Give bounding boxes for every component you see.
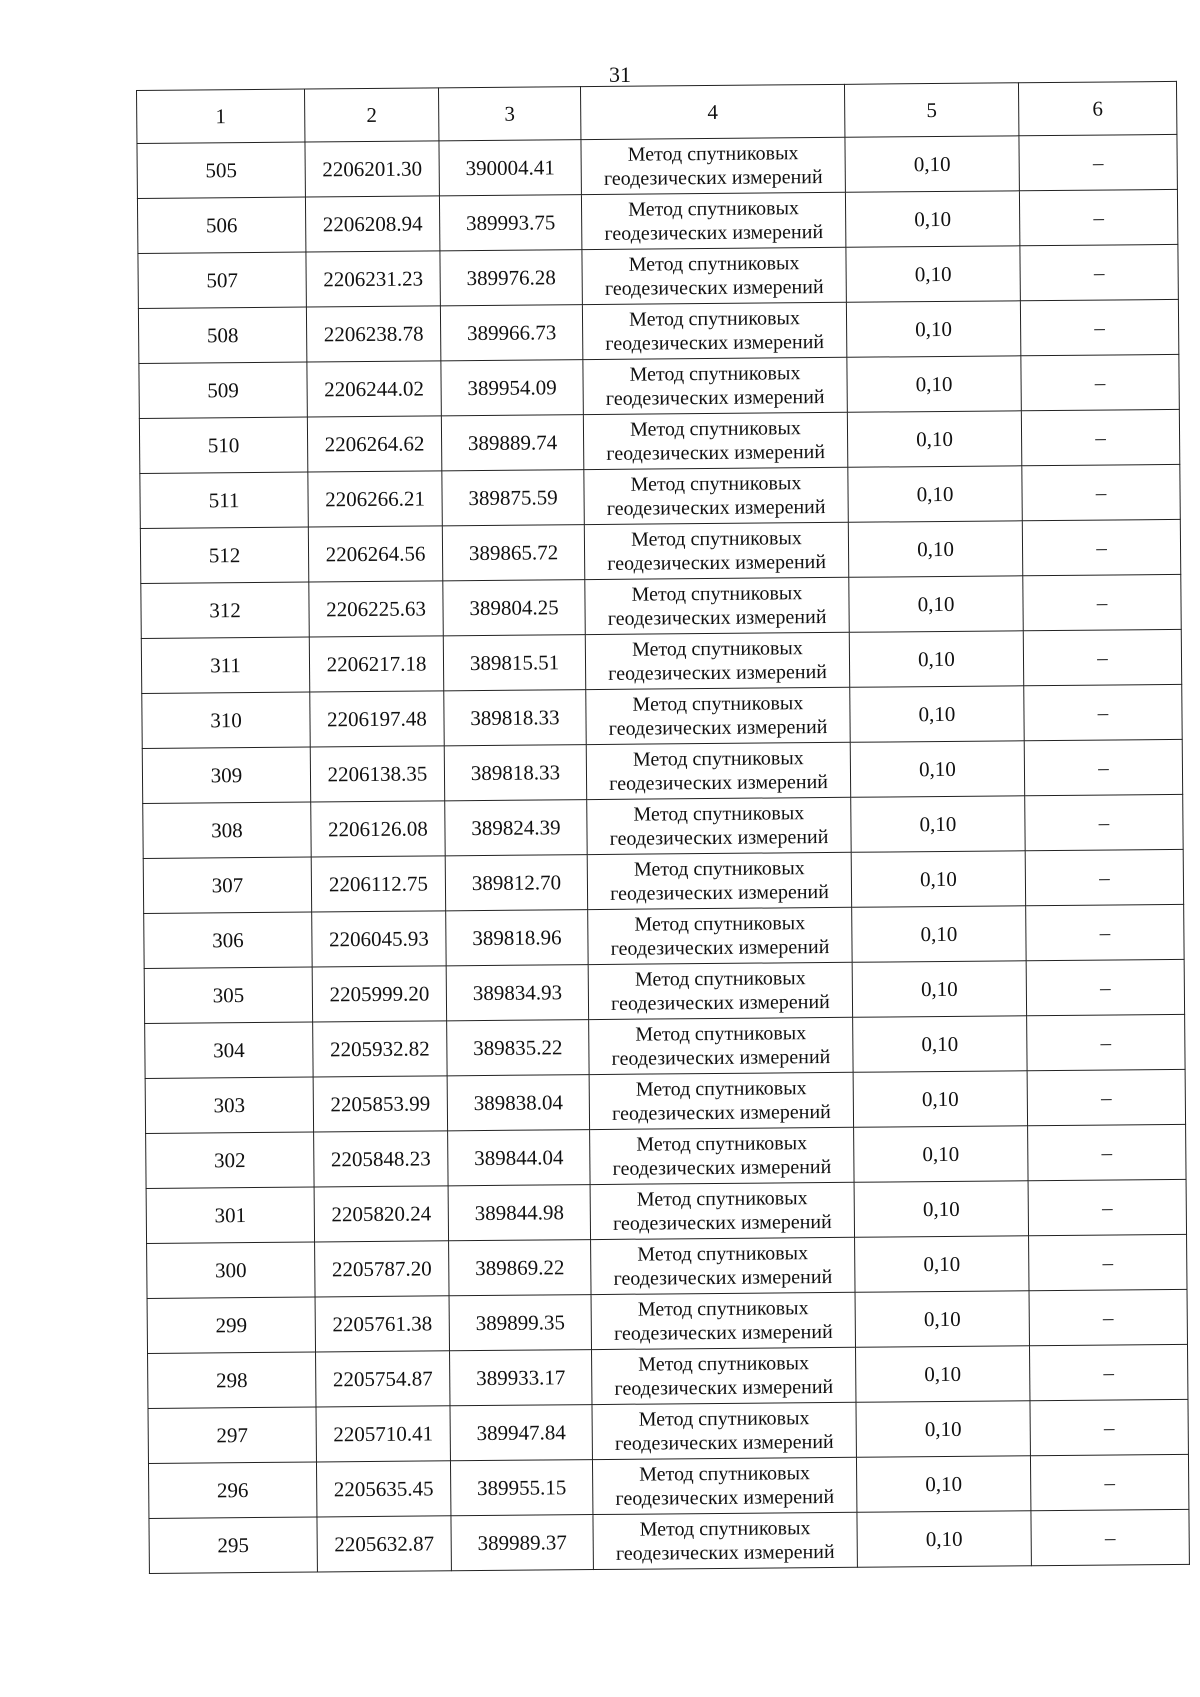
- method-cell: Метод спутниковых геодезических измерений: [582, 247, 846, 304]
- point-number-cell: 304: [145, 1022, 313, 1078]
- y-coordinate-cell: 389815.51: [443, 635, 585, 691]
- table-row: [148, 1454, 1188, 1518]
- accuracy-cell: 0,10: [853, 1016, 1027, 1073]
- x-coordinate-cell: 2206231.23: [306, 251, 440, 307]
- x-coordinate-cell: 2206244.02: [307, 361, 441, 417]
- point-number-cell: 298: [148, 1352, 316, 1408]
- method-cell: Метод спутниковых геодезических измерений: [591, 1237, 855, 1294]
- method-cell: Метод спутниковых геодезических измерений: [586, 687, 850, 744]
- point-number-cell: 310: [142, 692, 310, 748]
- x-coordinate-cell: 2205754.87: [316, 1351, 450, 1407]
- y-coordinate-cell: 389954.09: [441, 360, 583, 416]
- column-header: 4: [580, 84, 844, 139]
- note-cell: –: [1020, 299, 1178, 355]
- accuracy-cell: 0,10: [855, 1236, 1029, 1293]
- y-coordinate-cell: 389933.17: [450, 1350, 592, 1406]
- method-cell: Метод спутниковых геодезических измерений: [590, 1127, 854, 1184]
- accuracy-cell: 0,10: [847, 356, 1021, 413]
- x-coordinate-cell: 2206045.93: [312, 911, 446, 967]
- y-coordinate-cell: 389899.35: [449, 1295, 591, 1351]
- x-coordinate-cell: 2206266.21: [308, 471, 442, 527]
- table-row: [142, 739, 1182, 803]
- note-cell: –: [1021, 409, 1179, 465]
- note-cell: –: [1030, 1454, 1188, 1510]
- note-cell: –: [1026, 959, 1184, 1015]
- table-row: [143, 849, 1183, 913]
- x-coordinate-cell: 2206201.30: [305, 141, 439, 197]
- method-cell: Метод спутниковых геодезических измерений: [588, 962, 852, 1019]
- y-coordinate-cell: 389818.33: [444, 690, 586, 746]
- table-row: [140, 464, 1180, 528]
- y-coordinate-cell: 389838.04: [447, 1075, 589, 1131]
- method-cell: Метод спутниковых геодезических измерений: [582, 302, 846, 359]
- point-number-cell: 312: [141, 582, 309, 638]
- point-number-cell: 306: [144, 912, 312, 968]
- note-cell: –: [1024, 684, 1182, 740]
- y-coordinate-cell: 389869.22: [449, 1240, 591, 1296]
- note-cell: –: [1021, 354, 1179, 410]
- point-number-cell: 505: [137, 142, 305, 198]
- table-row: [145, 1014, 1185, 1078]
- point-number-cell: 307: [143, 857, 311, 913]
- method-cell: Метод спутниковых геодезических измерений: [588, 907, 852, 964]
- x-coordinate-cell: 2206264.62: [307, 416, 441, 472]
- point-number-cell: 301: [146, 1187, 314, 1243]
- method-cell: Метод спутниковых геодезических измерений: [592, 1457, 856, 1514]
- accuracy-cell: 0,10: [855, 1346, 1029, 1403]
- method-cell: Метод спутниковых геодезических измерений: [585, 632, 849, 689]
- x-coordinate-cell: 2206197.48: [310, 691, 444, 747]
- point-number-cell: 511: [140, 472, 308, 528]
- note-cell: –: [1022, 464, 1180, 520]
- accuracy-cell: 0,10: [845, 136, 1019, 193]
- note-cell: –: [1020, 244, 1178, 300]
- accuracy-cell: 0,10: [851, 796, 1025, 853]
- note-cell: –: [1024, 739, 1182, 795]
- table-row: [141, 629, 1181, 693]
- accuracy-cell: 0,10: [852, 906, 1026, 963]
- table-row: [146, 1179, 1186, 1243]
- table-row: [139, 354, 1179, 418]
- note-cell: –: [1019, 189, 1177, 245]
- x-coordinate-cell: 2205999.20: [312, 966, 446, 1022]
- table-row: [146, 1124, 1186, 1188]
- y-coordinate-cell: 389993.75: [439, 195, 581, 251]
- table-row: [143, 794, 1183, 858]
- point-number-cell: 508: [138, 307, 306, 363]
- table-row: [147, 1234, 1187, 1298]
- table-body: [137, 134, 1189, 1573]
- y-coordinate-cell: 389865.72: [442, 525, 584, 581]
- note-cell: –: [1026, 904, 1184, 960]
- x-coordinate-cell: 2206238.78: [306, 306, 440, 362]
- table-row: [144, 904, 1184, 968]
- x-coordinate-cell: 2205635.45: [316, 1461, 450, 1517]
- x-coordinate-cell: 2205932.82: [313, 1021, 447, 1077]
- point-number-cell: 509: [139, 362, 307, 418]
- y-coordinate-cell: 390004.41: [439, 140, 581, 196]
- accuracy-cell: 0,10: [850, 741, 1024, 798]
- method-cell: Метод спутниковых геодезических измерений: [581, 137, 845, 194]
- accuracy-cell: 0,10: [845, 191, 1019, 248]
- method-cell: Метод спутниковых геодезических измерений: [592, 1402, 856, 1459]
- method-cell: Метод спутниковых геодезических измерений: [584, 467, 848, 524]
- y-coordinate-cell: 389804.25: [443, 580, 585, 636]
- point-number-cell: 308: [143, 802, 311, 858]
- note-cell: –: [1025, 794, 1183, 850]
- accuracy-cell: 0,10: [854, 1126, 1028, 1183]
- column-header: 2: [304, 88, 438, 142]
- accuracy-cell: 0,10: [849, 631, 1023, 688]
- point-number-cell: 302: [146, 1132, 314, 1188]
- note-cell: –: [1028, 1124, 1186, 1180]
- y-coordinate-cell: 389875.59: [442, 470, 584, 526]
- accuracy-cell: 0,10: [852, 961, 1026, 1018]
- accuracy-cell: 0,10: [856, 1401, 1030, 1458]
- point-number-cell: 506: [137, 197, 305, 253]
- x-coordinate-cell: 2205710.41: [316, 1406, 450, 1462]
- column-header: 6: [1018, 81, 1176, 135]
- note-cell: –: [1019, 134, 1177, 190]
- x-coordinate-cell: 2206126.08: [311, 801, 445, 857]
- method-cell: Метод спутниковых геодезических измерений: [587, 852, 851, 909]
- point-number-cell: 300: [147, 1242, 315, 1298]
- method-cell: Метод спутниковых геодезических измерений: [585, 577, 849, 634]
- method-cell: Метод спутниковых геодезических измерений: [583, 357, 847, 414]
- x-coordinate-cell: 2205853.99: [313, 1076, 447, 1132]
- y-coordinate-cell: 389844.04: [448, 1130, 590, 1186]
- table-row: [141, 574, 1181, 638]
- accuracy-cell: 0,10: [850, 686, 1024, 743]
- x-coordinate-cell: 2206138.35: [310, 746, 444, 802]
- point-number-cell: 295: [149, 1517, 317, 1573]
- method-cell: Метод спутниковых геодезических измерений: [589, 1072, 853, 1129]
- method-cell: Метод спутниковых геодезических измерений: [589, 1017, 853, 1074]
- accuracy-cell: 0,10: [857, 1511, 1031, 1568]
- column-header: 5: [844, 83, 1018, 138]
- point-number-cell: 510: [139, 417, 307, 473]
- note-cell: –: [1028, 1179, 1186, 1235]
- note-cell: –: [1030, 1399, 1188, 1455]
- note-cell: –: [1027, 1014, 1185, 1070]
- x-coordinate-cell: 2206225.63: [309, 581, 443, 637]
- point-number-cell: 296: [148, 1462, 316, 1518]
- method-cell: Метод спутниковых геодезических измерений: [587, 797, 851, 854]
- note-cell: –: [1031, 1509, 1189, 1565]
- column-header: 3: [438, 87, 580, 141]
- note-cell: –: [1029, 1344, 1187, 1400]
- x-coordinate-cell: 2205632.87: [317, 1516, 451, 1572]
- x-coordinate-cell: 2206208.94: [305, 196, 439, 252]
- y-coordinate-cell: 389824.39: [445, 800, 587, 856]
- point-number-cell: 303: [145, 1077, 313, 1133]
- table-row: [138, 299, 1178, 363]
- accuracy-cell: 0,10: [856, 1456, 1030, 1513]
- y-coordinate-cell: 389844.98: [448, 1185, 590, 1241]
- y-coordinate-cell: 389947.84: [450, 1405, 592, 1461]
- table-row: [147, 1289, 1187, 1353]
- method-cell: Метод спутниковых геодезических измерений: [592, 1347, 856, 1404]
- table-row: [138, 244, 1178, 308]
- note-cell: –: [1022, 519, 1180, 575]
- y-coordinate-cell: 389818.96: [446, 910, 588, 966]
- note-cell: –: [1023, 629, 1181, 685]
- x-coordinate-cell: 2206264.56: [308, 526, 442, 582]
- y-coordinate-cell: 389812.70: [445, 855, 587, 911]
- y-coordinate-cell: 389889.74: [441, 415, 583, 471]
- coordinates-table: [136, 81, 1190, 1574]
- y-coordinate-cell: 389834.93: [446, 965, 588, 1021]
- accuracy-cell: 0,10: [855, 1291, 1029, 1348]
- accuracy-cell: 0,10: [847, 411, 1021, 468]
- point-number-cell: 507: [138, 252, 306, 308]
- note-cell: –: [1027, 1069, 1185, 1125]
- x-coordinate-cell: 2205787.20: [315, 1241, 449, 1297]
- point-number-cell: 309: [142, 747, 310, 803]
- x-coordinate-cell: 2205848.23: [314, 1131, 448, 1187]
- accuracy-cell: 0,10: [848, 521, 1022, 578]
- point-number-cell: 311: [141, 637, 309, 693]
- x-coordinate-cell: 2205820.24: [314, 1186, 448, 1242]
- accuracy-cell: 0,10: [851, 851, 1025, 908]
- method-cell: Метод спутниковых геодезических измерений: [593, 1512, 857, 1569]
- method-cell: Метод спутниковых геодезических измерений: [591, 1292, 855, 1349]
- table-header-row: [137, 81, 1177, 143]
- accuracy-cell: 0,10: [854, 1181, 1028, 1238]
- y-coordinate-cell: 389976.28: [440, 250, 582, 306]
- accuracy-cell: 0,10: [848, 466, 1022, 523]
- x-coordinate-cell: 2205761.38: [315, 1296, 449, 1352]
- x-coordinate-cell: 2206112.75: [311, 856, 445, 912]
- table-row: [139, 409, 1179, 473]
- note-cell: –: [1025, 849, 1183, 905]
- y-coordinate-cell: 389966.73: [440, 305, 582, 361]
- table-row: [148, 1399, 1188, 1463]
- table-row: [137, 134, 1177, 198]
- note-cell: –: [1029, 1289, 1187, 1345]
- point-number-cell: 305: [144, 967, 312, 1023]
- y-coordinate-cell: 389955.15: [450, 1460, 592, 1516]
- table-row: [137, 189, 1177, 253]
- table-row: [149, 1509, 1189, 1573]
- page-number: 31: [609, 62, 631, 87]
- point-number-cell: 299: [147, 1297, 315, 1353]
- note-cell: –: [1023, 574, 1181, 630]
- y-coordinate-cell: 389835.22: [447, 1020, 589, 1076]
- method-cell: Метод спутниковых геодезических измерений: [581, 192, 845, 249]
- y-coordinate-cell: 389989.37: [451, 1515, 593, 1571]
- method-cell: Метод спутниковых геодезических измерений: [586, 742, 850, 799]
- column-header: 1: [137, 89, 305, 143]
- point-number-cell: 297: [148, 1407, 316, 1463]
- note-cell: –: [1029, 1234, 1187, 1290]
- x-coordinate-cell: 2206217.18: [309, 636, 443, 692]
- table-row: [142, 684, 1182, 748]
- y-coordinate-cell: 389818.33: [444, 745, 586, 801]
- accuracy-cell: 0,10: [846, 246, 1020, 303]
- point-number-cell: 512: [140, 527, 308, 583]
- table-row: [144, 959, 1184, 1023]
- accuracy-cell: 0,10: [853, 1071, 1027, 1128]
- table-row: [148, 1344, 1188, 1408]
- method-cell: Метод спутниковых геодезических измерений: [590, 1182, 854, 1239]
- method-cell: Метод спутниковых геодезических измерений: [584, 522, 848, 579]
- method-cell: Метод спутниковых геодезических измерений: [583, 412, 847, 469]
- accuracy-cell: 0,10: [849, 576, 1023, 633]
- table-row: [140, 519, 1180, 583]
- table-row: [145, 1069, 1185, 1133]
- accuracy-cell: 0,10: [846, 301, 1020, 358]
